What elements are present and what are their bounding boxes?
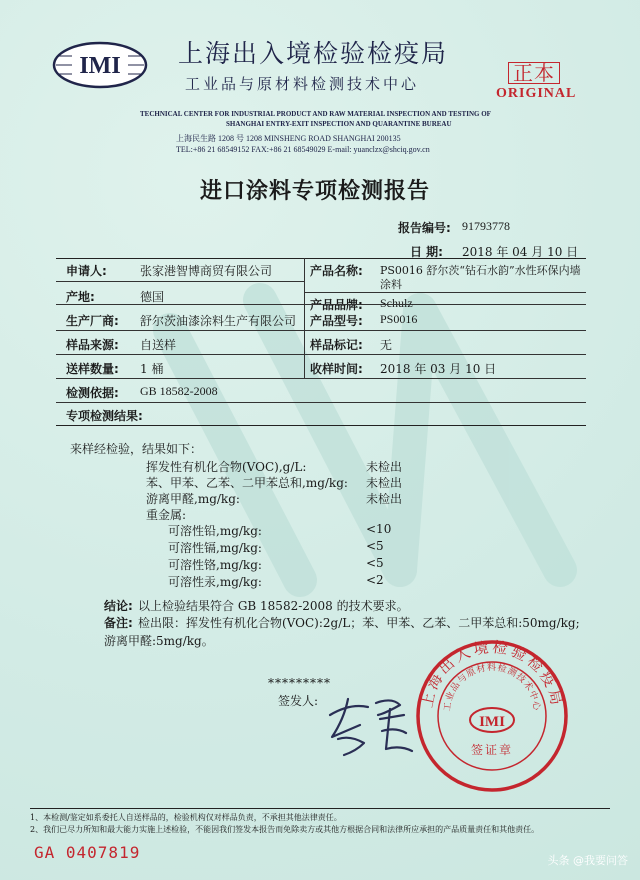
svg-text:签证章: 签证章: [470, 743, 514, 757]
result-value: 未检出: [366, 492, 403, 506]
manufacturer-label: 生产厂商:: [66, 314, 119, 328]
result-item: 游离甲醛,mg/kg:: [146, 492, 240, 506]
row-rule: [56, 354, 586, 355]
applicant-label: 申请人:: [66, 264, 107, 278]
imi-logo: [52, 40, 148, 90]
metal-item: 可溶性汞,mg/kg:: [168, 575, 262, 589]
brand-value: Schulz: [380, 296, 413, 310]
sample-qty-label: 送样数量:: [66, 362, 119, 376]
report-date: 2018 年 04 月 10 日: [462, 245, 579, 259]
svg-text:上海出入境检验检疫局: 上海出入境检验检疫局: [417, 638, 567, 710]
applicant-value: 张家港智博商贸有限公司: [140, 264, 273, 278]
remark-line1: 检出限：挥发性有机化合物(VOC):2g/L；苯、甲苯、乙苯、二甲苯总和:50mg/kg;: [138, 616, 580, 630]
test-basis-label: 检测依据:: [66, 386, 119, 400]
row-rule: [56, 304, 586, 305]
official-seal: [414, 638, 570, 794]
result-item: 挥发性有机化合物(VOC),g/L:: [146, 460, 307, 474]
footnote-1: 1、本检测/鉴定如系委托人自送样品的，检验机构仅对样品负责，不承担其他法律责任。: [30, 813, 342, 822]
metal-value: <5: [366, 556, 384, 570]
result-item: 苯、甲苯、乙苯、二甲苯总和,mg/kg:: [146, 476, 348, 490]
end-stars: *********: [268, 676, 331, 690]
row-rule: [304, 292, 586, 293]
report-date-label: 日 期:: [410, 245, 443, 259]
metal-value: <2: [366, 573, 384, 587]
report-number: 91793778: [462, 219, 510, 233]
footnote-2: 2、我们已尽力所知和最大能力实施上述检验，不能因我们签发本报告而免除卖方或其他方根据合同和法律所应承担的产品质量责任和其他责任。: [30, 825, 540, 834]
model-value: PS0016: [380, 312, 418, 326]
contacts: TEL:+86 21 68549152 FAX:+86 21 68549029 E-mail: yuanclzx@shciq.gov.cn: [176, 145, 430, 154]
address: 上海民生路 1208 号 1208 MINSHENG ROAD SHANGHAI 200135: [176, 134, 401, 143]
svg-text:IMI: IMI: [79, 53, 121, 79]
row-rule: [56, 402, 586, 403]
test-basis-value: GB 18582-2008: [140, 384, 218, 398]
serial-number: GA 0407819: [34, 843, 141, 862]
sample-qty-value: 1 桶: [140, 362, 164, 376]
heavy-metals-label: 重金属:: [146, 508, 187, 522]
manufacturer-value: 舒尔茨油漆涂料生产有限公司: [140, 314, 297, 328]
original-stamp-zh: 正本: [508, 62, 560, 84]
sample-mark-label: 样品标记:: [310, 338, 363, 352]
received-date-value: 2018 年 03 月 10 日: [380, 362, 497, 376]
remark-line2: 游离甲醛:5mg/kg。: [104, 634, 214, 648]
received-date-label: 收样时间:: [310, 362, 363, 376]
center-name: 工业品与原材料检测技术中心: [185, 75, 420, 93]
sample-mark-value: 无: [380, 338, 393, 352]
row-rule: [56, 330, 586, 331]
result-value: 未检出: [366, 476, 403, 490]
results-intro: 来样经检验，结果如下：: [70, 442, 203, 456]
english-name-line1: TECHNICAL CENTER FOR INDUSTRIAL PRODUCT AND RAW MATERIAL INSPECTION AND TESTING OF: [140, 110, 491, 118]
metal-value: <5: [366, 539, 384, 553]
sample-source-label: 样品来源:: [66, 338, 119, 352]
org-name: 上海出入境检验检疫局: [178, 39, 449, 68]
english-name-line2: SHANGHAI ENTRY-EXIT INSPECTION AND QUARANTINE BUREAU: [226, 120, 452, 128]
metal-item: 可溶性镉,mg/kg:: [168, 541, 262, 555]
origin-label: 产地:: [66, 290, 95, 304]
result-value: 未检出: [366, 460, 403, 474]
row-rule: [56, 281, 304, 282]
metal-item: 可溶性铬,mg/kg:: [168, 558, 262, 572]
svg-text:IMI: IMI: [479, 714, 505, 730]
report-title: 进口涂料专项检测报告: [200, 179, 431, 204]
signer-label: 签发人:: [278, 694, 319, 708]
row-rule: [56, 378, 586, 379]
model-label: 产品型号:: [310, 314, 363, 328]
product-name-line1: PS0016 舒尔茨“钻石水韵”水性环保内墙: [380, 264, 581, 277]
metal-item: 可溶性铅,mg/kg:: [168, 524, 262, 538]
table-top-rule: [56, 258, 586, 259]
metal-value: <10: [366, 522, 392, 536]
conclusion-label: 结论:: [104, 599, 133, 613]
svg-text:工业品与原材料检测技术中心: 工业品与原材料检测技术中心: [442, 663, 542, 712]
results-rule: [56, 425, 586, 426]
conclusion-text: 以上检验结果符合 GB 18582-2008 的技术要求。: [138, 599, 409, 613]
handwritten-signature: [320, 685, 420, 765]
product-name-label: 产品名称:: [310, 264, 363, 278]
results-label: 专项检测结果:: [66, 409, 143, 423]
brand-label: 产品品牌:: [310, 298, 363, 312]
sample-source-value: 自送样: [140, 338, 177, 352]
remark-label: 备注:: [104, 616, 133, 630]
footnote-rule: [30, 808, 610, 809]
product-name-line2: 涂料: [380, 278, 402, 291]
original-stamp-en: ORIGINAL: [496, 86, 577, 101]
source-watermark: 头条 @我要问答: [547, 854, 628, 867]
report-number-label: 报告编号:: [398, 221, 451, 235]
origin-value: 德国: [140, 290, 165, 304]
table-divider: [304, 258, 305, 378]
